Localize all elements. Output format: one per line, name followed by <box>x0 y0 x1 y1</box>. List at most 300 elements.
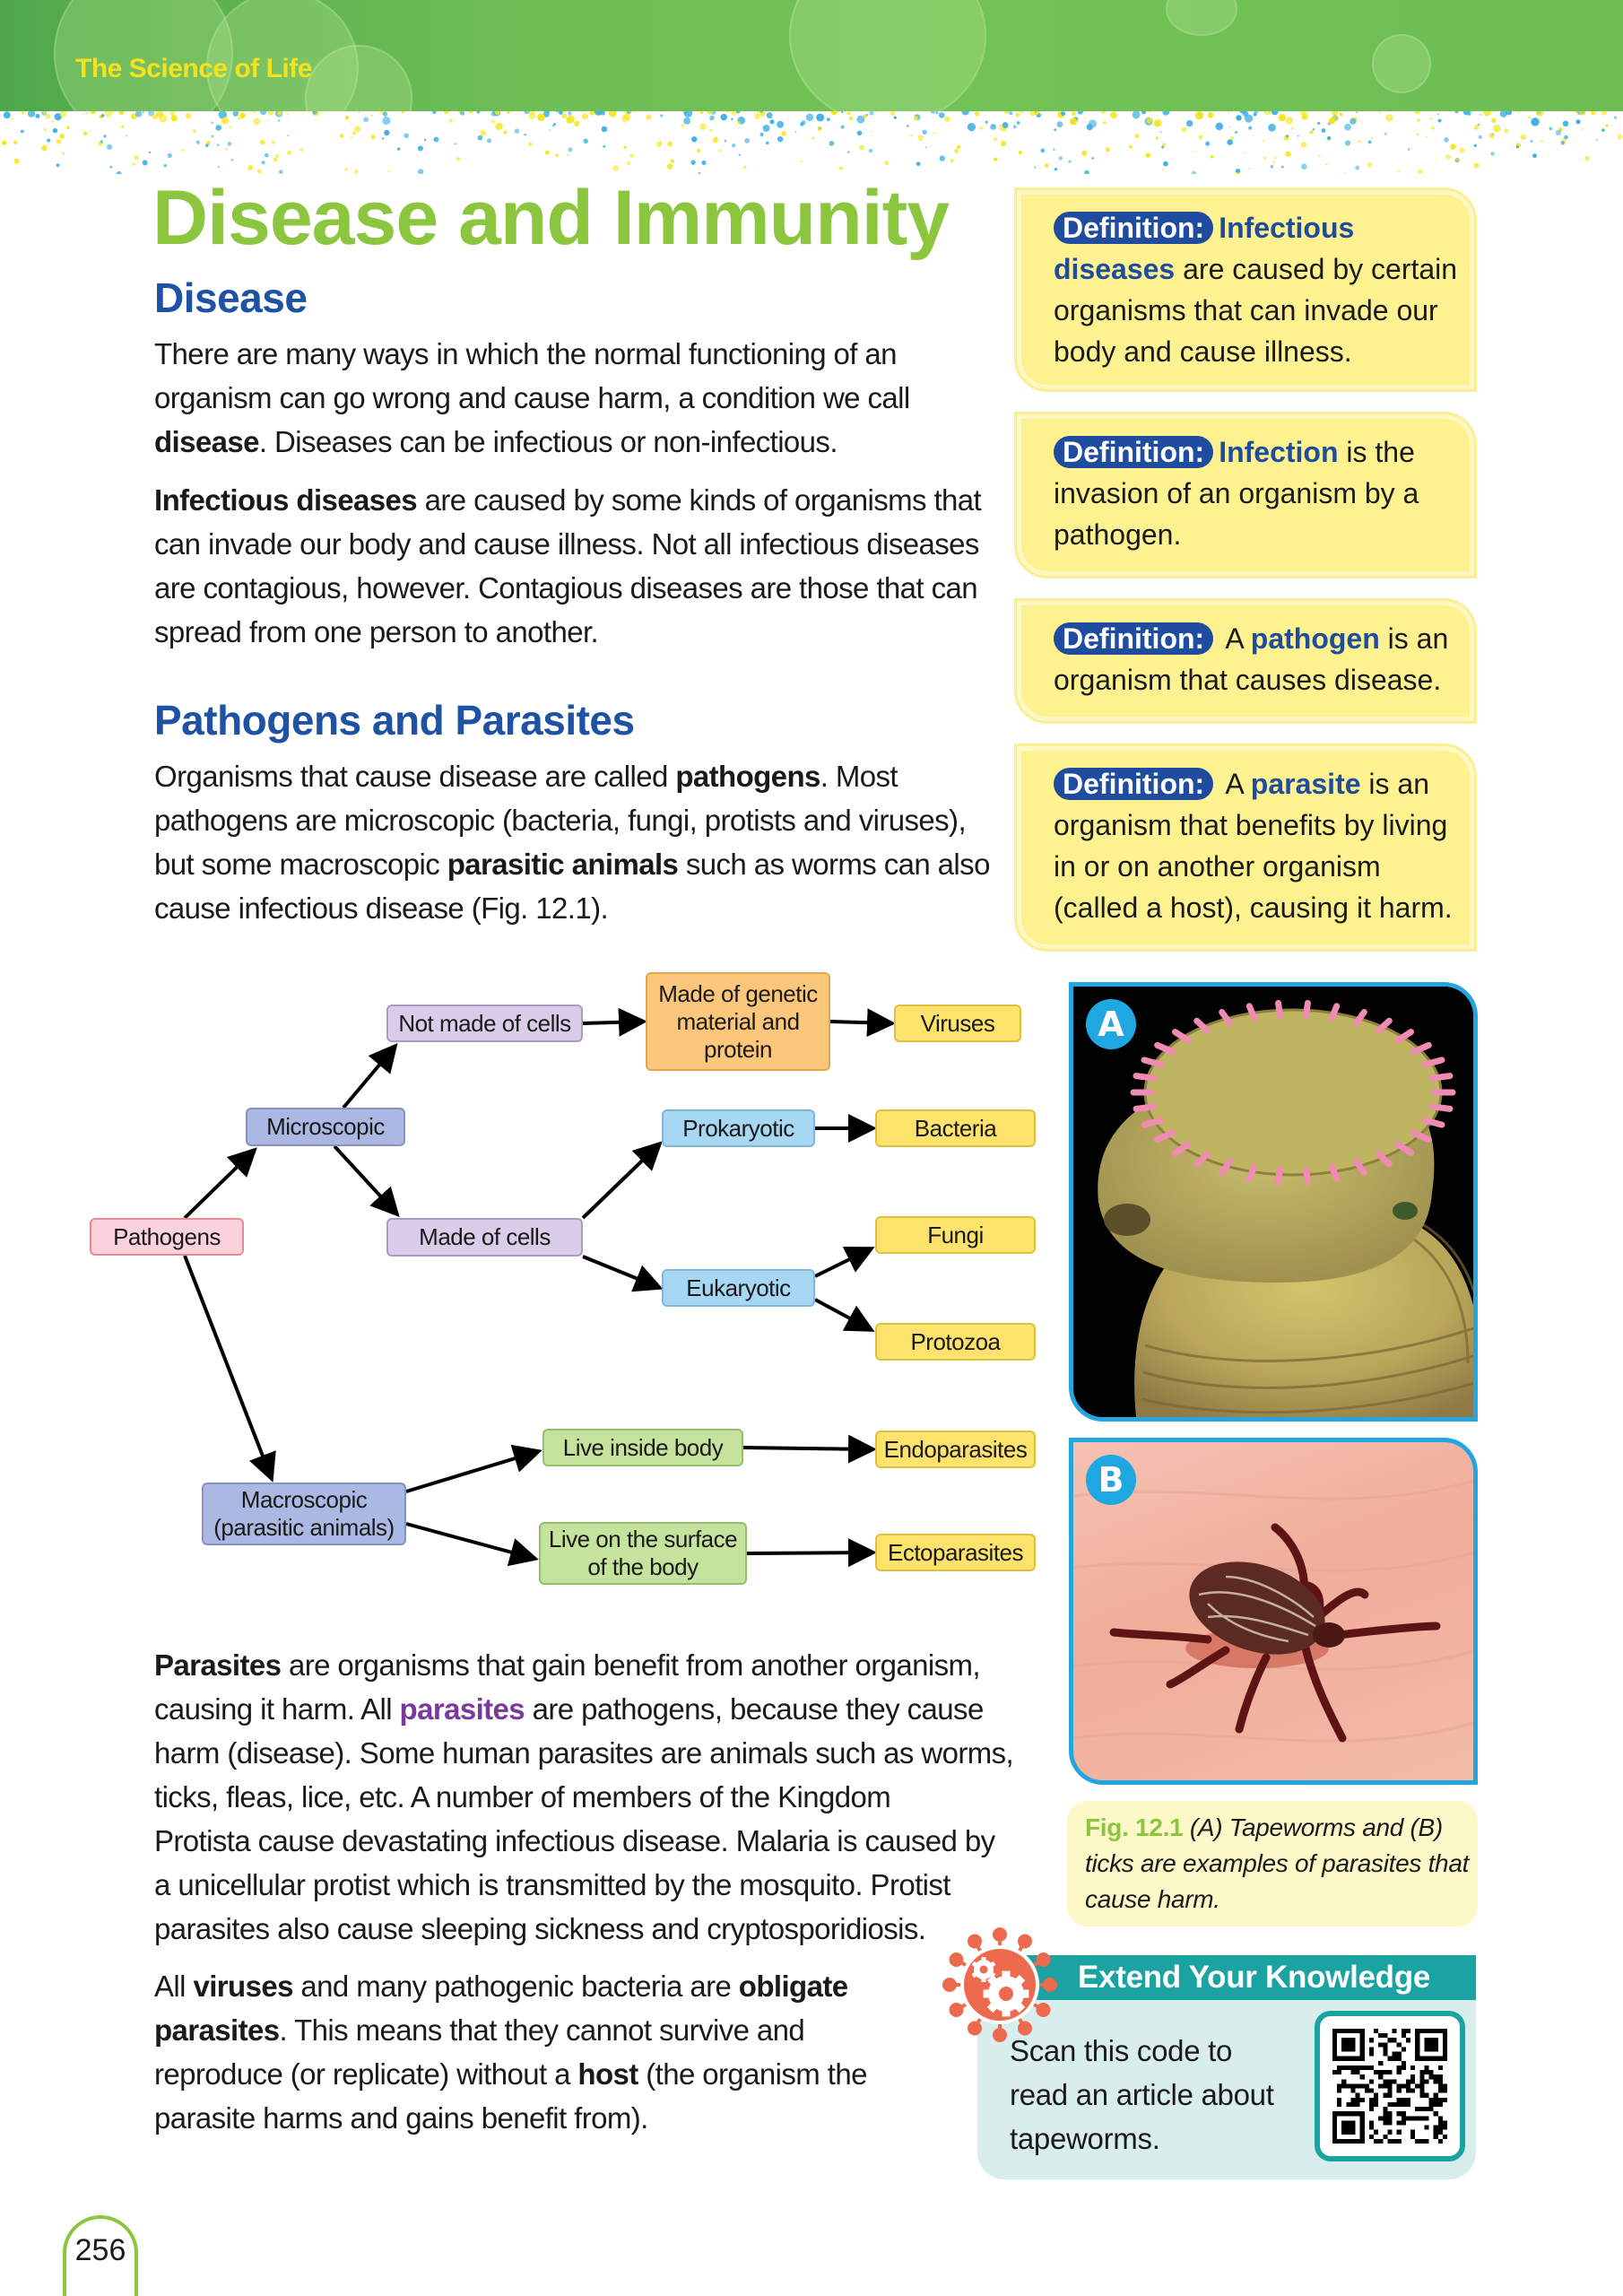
qr-module <box>1383 2070 1387 2074</box>
virus-spike-tip <box>951 2005 962 2015</box>
qr-module <box>1387 2111 1392 2116</box>
splatter-dot <box>1001 141 1006 146</box>
qr-module <box>1424 2079 1428 2083</box>
qr-module <box>1341 2083 1346 2088</box>
photo-tapeworm <box>1069 982 1478 1422</box>
splatter-dot <box>481 130 487 136</box>
splatter-dot <box>875 111 877 112</box>
splatter-dot <box>670 159 674 163</box>
splatter-dot <box>46 114 50 118</box>
hook <box>1306 1170 1308 1182</box>
splatter-dot <box>1478 124 1480 126</box>
splatter-dot <box>699 172 701 174</box>
splatter-dot <box>490 119 495 124</box>
text-line <box>154 2008 867 2052</box>
splatter-dot <box>469 111 473 114</box>
splatter-dot <box>980 126 984 130</box>
splatter-dot <box>1332 111 1338 116</box>
splatter-dot <box>795 131 797 133</box>
splatter-dot <box>107 144 112 150</box>
splatter-dot <box>1618 135 1623 140</box>
splatter-dot <box>646 115 651 120</box>
splatter-dot <box>667 142 673 147</box>
qr-module <box>1346 2083 1350 2088</box>
qr-module <box>1369 2052 1374 2057</box>
splatter-dot <box>1378 111 1381 113</box>
text-line: a unicellular protist which is transmitted by the mosquito. Protist <box>154 1868 950 1901</box>
splatter-dot <box>1480 114 1481 116</box>
node-microscopic: Microscopic <box>246 1108 405 1146</box>
splatter-dot <box>726 111 729 113</box>
disease-paragraph-2 <box>154 478 981 654</box>
splatter-dot <box>371 115 373 117</box>
qr-module <box>1360 2083 1365 2088</box>
qr-module <box>1410 2089 1415 2093</box>
splatter-dot <box>1227 139 1233 145</box>
qr-module <box>1429 2098 1434 2102</box>
splatter-dot <box>667 163 673 170</box>
splatter-dot <box>221 117 229 124</box>
qr-module <box>1337 2083 1341 2088</box>
qr-module <box>1350 2102 1355 2107</box>
splatter-dot <box>28 111 35 117</box>
splatter-dot <box>105 111 113 117</box>
splatter-dot <box>961 111 969 115</box>
splatter-dot <box>1322 128 1326 133</box>
splatter-dot <box>1103 121 1106 124</box>
splatter-dot <box>1340 113 1343 117</box>
splatter-dot <box>1160 131 1162 133</box>
qr-module <box>1387 2070 1392 2074</box>
qr-module <box>1387 2079 1392 2083</box>
figure-caption <box>1067 1801 1478 1926</box>
splatter-dot <box>806 113 814 121</box>
virus-spike-tip <box>951 1954 962 1965</box>
virus-spike-tip <box>969 1936 980 1947</box>
qr-module <box>1369 2098 1374 2102</box>
splatter-dot <box>193 129 196 133</box>
text-line: There are many ways in which the normal functioning of an <box>154 337 897 370</box>
splatter-dot <box>732 144 735 147</box>
splatter-dot <box>1591 111 1596 115</box>
splatter-dot <box>1417 134 1419 135</box>
node-live-on-surface: Live on the surface of the body <box>539 1522 747 1585</box>
splatter-dot <box>218 166 220 168</box>
definition-box-pathogen <box>1017 601 1474 721</box>
qr-module <box>1365 2066 1369 2070</box>
qr-module <box>1402 2083 1406 2088</box>
node-genetic-material: Made of genetic material and protein <box>646 972 830 1071</box>
splatter-dot <box>1345 140 1350 145</box>
text-line <box>154 478 981 522</box>
qr-module <box>1402 2066 1406 2070</box>
qr-module <box>1419 2089 1424 2093</box>
qr-module <box>1402 2098 1406 2102</box>
splatter-dot <box>1302 115 1306 119</box>
splatter-dot <box>404 133 409 138</box>
splatter-dot <box>196 141 200 144</box>
splatter-dot <box>1268 124 1276 132</box>
qr-module <box>1356 2083 1360 2088</box>
splatter-dot <box>287 135 289 136</box>
qr-module <box>1402 2029 1406 2033</box>
text-line: are contagious, however. Contagious diseases are those that can <box>154 571 977 604</box>
splatter-dot <box>1356 111 1358 113</box>
definition-tag: Definition: <box>1054 768 1213 800</box>
qr-module <box>1438 2102 1443 2107</box>
splatter-dot <box>253 111 256 113</box>
hook <box>1279 1170 1280 1182</box>
splatter-dot <box>537 113 545 121</box>
splatter-dot <box>1384 133 1387 135</box>
splatter-dot <box>841 111 843 113</box>
splatter-dot <box>1061 111 1065 116</box>
key-term: Parasites <box>154 1648 282 1682</box>
qr-module <box>1397 2120 1402 2125</box>
qr-module <box>1383 2047 1387 2051</box>
text-line: organism can go wrong and cause harm, a condition we call <box>154 381 910 414</box>
splatter-dot <box>1056 121 1063 127</box>
splatter-dot <box>633 111 636 113</box>
splatter-dot <box>268 111 273 116</box>
text-span: but some macroscopic <box>154 848 447 881</box>
splatter-dot <box>931 111 935 114</box>
qr-code-icon <box>1332 2029 1447 2144</box>
splatter-dot <box>240 113 246 118</box>
splatter-dot <box>1500 111 1507 117</box>
splatter-dot <box>168 153 172 158</box>
qr-module <box>1443 2089 1447 2093</box>
qr-module <box>1402 2111 1406 2116</box>
qr-module <box>1383 2116 1387 2120</box>
splatter-dot <box>1516 145 1519 148</box>
section-heading-disease: Disease <box>154 274 308 321</box>
qr-module <box>1419 2139 1424 2144</box>
splatter-dot <box>1186 120 1193 126</box>
splatter-dot <box>720 114 727 121</box>
tick-illustration <box>1073 1442 1478 1785</box>
qr-module <box>1369 2126 1374 2130</box>
splatter-dot <box>119 111 125 115</box>
qr-module <box>1369 2038 1374 2042</box>
splatter-dot <box>690 161 695 165</box>
diagram-arrows <box>0 951 1058 1614</box>
qr-module <box>1438 2079 1443 2083</box>
splatter-dot <box>1272 161 1275 163</box>
highlight-term: parasites <box>399 1692 525 1726</box>
splatter-dot <box>182 149 184 151</box>
splatter-dot <box>21 130 24 134</box>
page-title: Disease and Immunity <box>152 175 950 261</box>
qr-module <box>1383 2120 1387 2125</box>
splatter-dot <box>1605 124 1608 126</box>
qr-module <box>1356 2066 1360 2070</box>
qr-module <box>1365 2083 1369 2088</box>
splatter-dot <box>345 168 348 170</box>
splatter-dot <box>757 111 759 113</box>
splatter-dot <box>829 141 835 146</box>
splatter-dot <box>1445 154 1451 160</box>
qr-module <box>1378 2033 1383 2038</box>
splatter-dot <box>455 143 456 144</box>
qr-module <box>1443 2083 1447 2088</box>
qr-module <box>1387 2139 1392 2144</box>
splatter-dot <box>1034 166 1036 168</box>
splatter-dot <box>1450 144 1455 149</box>
text-span: such as worms can also <box>678 848 990 881</box>
splatter-dot <box>1459 147 1464 152</box>
splatter-dot <box>1211 155 1214 159</box>
text-span: are organisms that gain benefit from another organism, <box>281 1648 980 1682</box>
qr-module <box>1402 2047 1406 2051</box>
splatter-dot <box>660 115 663 117</box>
splatter-dot <box>800 160 803 162</box>
qr-module <box>1356 2093 1360 2098</box>
qr-module <box>1383 2042 1387 2047</box>
splatter-dot <box>56 163 60 167</box>
splatter-dot <box>1301 142 1307 148</box>
splatter-dot <box>171 115 178 121</box>
qr-module <box>1402 2061 1406 2066</box>
cell-decoration <box>789 0 986 111</box>
qr-module <box>1393 2052 1397 2057</box>
text-line: parasite harms and gains benefit from). <box>154 2101 648 2135</box>
qr-module <box>1410 2116 1415 2120</box>
qr-module <box>1341 2038 1355 2051</box>
qr-module <box>1360 2074 1365 2079</box>
qr-module <box>1374 2029 1378 2033</box>
splatter-dot <box>205 144 209 147</box>
qr-module <box>1406 2116 1410 2120</box>
splatter-dot <box>247 165 253 170</box>
splatter-dot <box>856 116 864 124</box>
splatter-dot <box>382 117 390 125</box>
gear-tooth <box>982 1957 986 1961</box>
splatter-dot <box>1162 168 1164 170</box>
splatter-dot <box>1192 150 1193 152</box>
qr-module <box>1443 2126 1447 2130</box>
qr-module <box>1369 2107 1374 2111</box>
splatter-dot <box>1254 113 1257 117</box>
splatter-dot <box>699 111 703 114</box>
splatter-dot <box>1072 111 1076 116</box>
qr-code[interactable] <box>1315 2011 1465 2161</box>
splatter-dot <box>623 146 626 149</box>
text-line: cause infectious disease (Fig. 12.1). <box>154 891 609 925</box>
splatter-dot <box>1431 126 1435 130</box>
splatter-dot <box>1417 118 1419 121</box>
splatter-dot <box>524 111 529 114</box>
paint-splatter-decoration <box>0 111 1623 174</box>
splatter-dot <box>1145 152 1150 158</box>
qr-module <box>1378 2042 1383 2047</box>
splatter-dot <box>1129 144 1133 148</box>
splatter-dot <box>1110 112 1117 119</box>
qr-module <box>1438 2083 1443 2088</box>
page-number-tab <box>63 2215 138 2296</box>
splatter-dot <box>287 114 289 116</box>
splatter-dot <box>935 111 938 114</box>
splatter-dot <box>529 112 536 119</box>
splatter-dot <box>1208 112 1214 118</box>
splatter-dot <box>857 131 863 136</box>
splatter-dot <box>135 155 139 160</box>
qr-module <box>1374 2139 1378 2144</box>
photo-label-b: B <box>1086 1455 1136 1505</box>
caption-text: (A) Tapeworms and (B) ticks are examples of parasites that cause harm. <box>1085 1813 1470 1913</box>
splatter-dot <box>1418 169 1423 174</box>
splatter-dot <box>1199 135 1203 140</box>
splatter-dot <box>1301 163 1306 169</box>
splatter-dot <box>884 161 889 165</box>
splatter-dot <box>383 111 387 116</box>
qr-module <box>1434 2135 1438 2139</box>
splatter-dot <box>351 123 352 125</box>
qr-module <box>1378 2116 1383 2120</box>
text-line <box>154 1964 867 2008</box>
splatter-dot <box>1414 111 1420 115</box>
splatter-dot <box>149 152 151 153</box>
splatter-dot <box>273 158 278 162</box>
qr-module <box>1397 2089 1402 2093</box>
splatter-dot <box>257 170 262 174</box>
splatter-dot <box>507 111 510 114</box>
splatter-dot <box>910 135 913 137</box>
splatter-dot <box>253 117 260 125</box>
splatter-dot <box>869 111 873 116</box>
splatter-dot <box>460 111 464 116</box>
qr-module <box>1387 2093 1392 2098</box>
splatter-dot <box>918 135 924 142</box>
splatter-dot <box>681 124 684 127</box>
splatter-dot <box>83 132 88 136</box>
splatter-dot <box>968 123 976 131</box>
splatter-dot <box>1271 165 1273 168</box>
hook <box>1306 1003 1308 1015</box>
qr-module <box>1383 2093 1387 2098</box>
qr-module <box>1383 2135 1387 2139</box>
qr-module <box>1434 2126 1438 2130</box>
definition-text: is an organism that benefits by living in or on another organism (called a host), causing it harm. <box>1054 768 1453 924</box>
splatter-dot <box>424 139 426 141</box>
splatter-dot <box>444 143 446 144</box>
splatter-dot <box>561 113 567 118</box>
splatter-dot <box>22 111 26 115</box>
qr-module <box>1438 2066 1443 2070</box>
splatter-dot <box>358 111 360 113</box>
arrow-made_cells-to-prokaryotic <box>583 1144 660 1218</box>
splatter-dot <box>719 149 722 152</box>
qr-module <box>1402 2033 1406 2038</box>
qr-module <box>1419 2083 1424 2088</box>
virus-spike-tip <box>1037 1954 1048 1965</box>
splatter-dot <box>713 137 718 143</box>
splatter-dot <box>86 112 88 114</box>
key-term: Infectious diseases <box>154 483 418 517</box>
arrow-made_cells-to-eukaryotic <box>583 1257 660 1288</box>
splatter-dot <box>559 111 563 115</box>
splatter-dot <box>211 121 213 124</box>
qr-module <box>1438 2126 1443 2130</box>
qr-module <box>1374 2093 1378 2098</box>
splatter-dot <box>568 111 571 115</box>
splatter-dot <box>769 119 774 124</box>
splatter-dot <box>1444 137 1449 143</box>
splatter-dot <box>13 141 17 144</box>
qr-module <box>1378 2070 1383 2074</box>
qr-module <box>1419 2093 1424 2098</box>
splatter-dot <box>738 121 741 124</box>
splatter-dot <box>225 148 228 151</box>
splatter-dot <box>777 121 784 128</box>
splatter-dot <box>1249 168 1251 170</box>
node-made-of-cells: Made of cells <box>386 1218 583 1257</box>
qr-module <box>1337 2098 1341 2102</box>
qr-module <box>1337 2089 1341 2093</box>
qr-module <box>1397 2066 1402 2070</box>
qr-module <box>1393 2038 1397 2042</box>
photo-label-a: A <box>1086 999 1136 1049</box>
definition-term: pathogen <box>1250 622 1380 655</box>
qr-module <box>1397 2111 1402 2116</box>
splatter-dot <box>612 165 619 171</box>
cell-decoration <box>1372 34 1431 93</box>
splatter-dot <box>1408 148 1410 151</box>
splatter-dot <box>2 140 7 145</box>
key-term: parasitic animals <box>447 848 679 881</box>
splatter-dot <box>100 140 103 143</box>
qr-module <box>1438 2116 1443 2120</box>
qr-module <box>1397 2083 1402 2088</box>
splatter-dot <box>62 152 65 154</box>
text-line <box>154 842 990 886</box>
node-bacteria: Bacteria <box>875 1109 1036 1147</box>
splatter-dot <box>476 111 480 114</box>
splatter-dot <box>529 143 533 146</box>
splatter-dot <box>449 119 453 123</box>
splatter-dot <box>656 141 662 146</box>
chapter-header-band <box>0 0 1623 111</box>
splatter-dot <box>725 140 727 143</box>
splatter-dot <box>848 112 851 115</box>
splatter-dot <box>1089 119 1097 127</box>
qr-module <box>1424 2116 1428 2120</box>
splatter-dot <box>1068 161 1071 163</box>
splatter-dot <box>231 159 234 161</box>
splatter-dot <box>1343 172 1345 174</box>
qr-module <box>1438 2089 1443 2093</box>
arrow-microscopic-to-not_cells <box>343 1046 395 1108</box>
splatter-dot <box>59 134 65 139</box>
splatter-dot <box>43 128 47 132</box>
splatter-dot <box>1162 143 1166 146</box>
node-eukaryotic: Eukaryotic <box>662 1269 815 1307</box>
text-line <box>154 1687 1013 1731</box>
arrow-eukaryotic-to-fungi <box>815 1248 872 1276</box>
splatter-dot <box>91 111 96 114</box>
splatter-dot <box>1157 114 1159 116</box>
splatter-dot <box>217 144 219 146</box>
qr-module <box>1410 2074 1415 2079</box>
qr-module <box>1383 2083 1387 2088</box>
qr-module <box>1374 2098 1378 2102</box>
splatter-dot <box>1435 160 1436 161</box>
text-line: pathogens are microscopic (bacteria, fungi, protists and viruses), <box>154 804 967 837</box>
qr-module <box>1341 2120 1355 2134</box>
qr-module <box>1356 2098 1360 2102</box>
splatter-dot <box>1133 111 1141 118</box>
splatter-dot <box>767 112 773 118</box>
